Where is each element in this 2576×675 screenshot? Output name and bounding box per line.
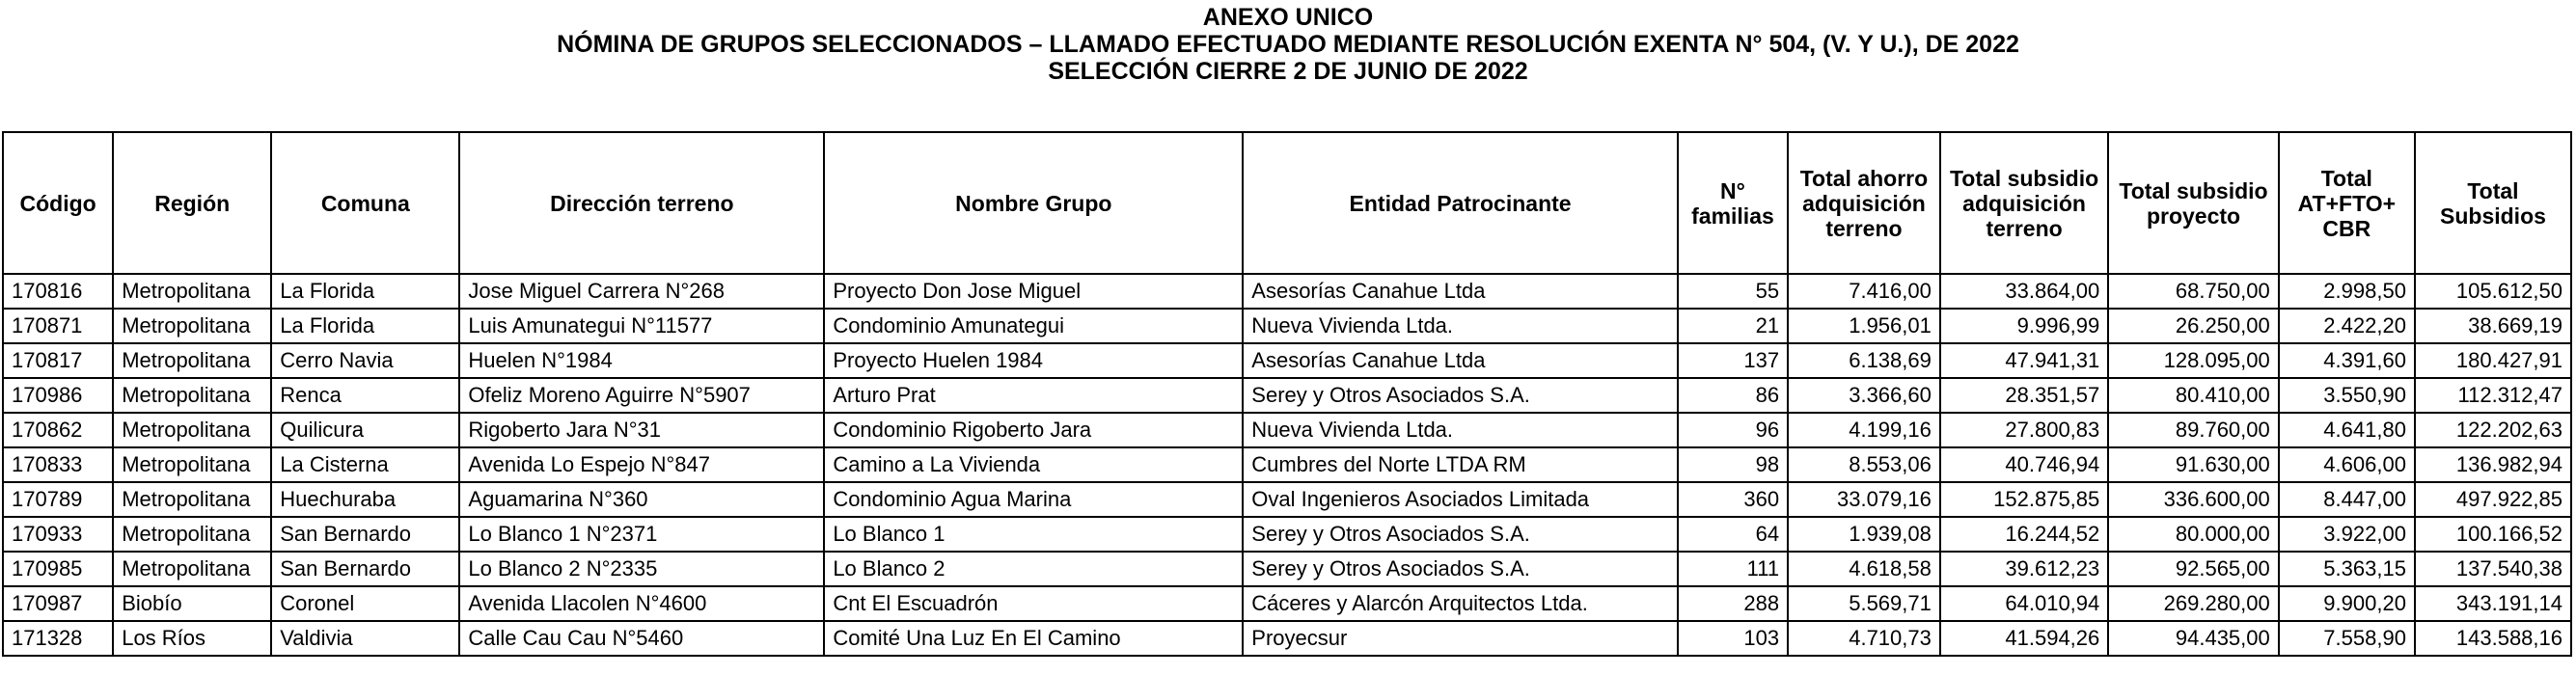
cell-total-subsidios: 343.191,14 bbox=[2415, 586, 2571, 621]
cell-subsidio-proyecto: 80.000,00 bbox=[2108, 517, 2278, 552]
table-row bbox=[3, 586, 2571, 621]
cell-at-fto-cbr: 3.550,90 bbox=[2279, 378, 2415, 413]
cell-ahorro: 4.618,58 bbox=[1788, 552, 1940, 586]
cell-total-subsidios: 137.540,38 bbox=[2415, 552, 2571, 586]
cell-nombre-grupo: Proyecto Don Jose Miguel bbox=[824, 274, 1243, 309]
cell-subsidio-proyecto: 68.750,00 bbox=[2108, 274, 2278, 309]
selection-title: SELECCIÓN CIERRE 2 DE JUNIO DE 2022 bbox=[1048, 58, 1528, 85]
cell-familias: 98 bbox=[1678, 447, 1788, 482]
cell-comuna: La Florida bbox=[271, 274, 459, 309]
cell-region: Metropolitana bbox=[113, 378, 271, 413]
cell-ahorro: 5.569,71 bbox=[1788, 586, 1940, 621]
cell-entidad: Asesorías Canahue Ltda bbox=[1243, 343, 1678, 378]
cell-subsidio-terreno: 27.800,83 bbox=[1940, 413, 2108, 447]
cell-region: Metropolitana bbox=[113, 482, 271, 517]
column-header-ahorro: Total ahorro adquisición terreno bbox=[1788, 132, 1940, 274]
cell-comuna: San Bernardo bbox=[271, 517, 459, 552]
cell-subsidio-proyecto: 80.410,00 bbox=[2108, 378, 2278, 413]
cell-region: Metropolitana bbox=[113, 343, 271, 378]
cell-direccion: Avenida Llacolen N°4600 bbox=[459, 586, 824, 621]
table-row bbox=[3, 309, 2571, 343]
cell-nombre-grupo: Cnt El Escuadrón bbox=[824, 586, 1243, 621]
annex-title: ANEXO UNICO bbox=[1202, 4, 1374, 31]
cell-nombre-grupo: Condominio Amunategui bbox=[824, 309, 1243, 343]
cell-direccion: Aguamarina N°360 bbox=[459, 482, 824, 517]
cell-region: Metropolitana bbox=[113, 274, 271, 309]
cell-entidad: Nueva Vivienda Ltda. bbox=[1243, 413, 1678, 447]
cell-at-fto-cbr: 4.606,00 bbox=[2279, 447, 2415, 482]
column-header-entidad: Entidad Patrocinante bbox=[1243, 132, 1678, 274]
cell-comuna: San Bernardo bbox=[271, 552, 459, 586]
cell-direccion: Rigoberto Jara N°31 bbox=[459, 413, 824, 447]
cell-at-fto-cbr: 4.391,60 bbox=[2279, 343, 2415, 378]
cell-ahorro: 4.199,16 bbox=[1788, 413, 1940, 447]
column-header-subsidio-terreno: Total subsidio adquisición terreno bbox=[1940, 132, 2108, 274]
cell-subsidio-proyecto: 269.280,00 bbox=[2108, 586, 2278, 621]
cell-subsidio-proyecto: 94.435,00 bbox=[2108, 621, 2278, 656]
cell-at-fto-cbr: 4.641,80 bbox=[2279, 413, 2415, 447]
cell-region: Biobío bbox=[113, 586, 271, 621]
cell-familias: 103 bbox=[1678, 621, 1788, 656]
column-header-total-subsidios: Total Subsidios bbox=[2415, 132, 2571, 274]
cell-entidad: Asesorías Canahue Ltda bbox=[1243, 274, 1678, 309]
cell-entidad: Serey y Otros Asociados S.A. bbox=[1243, 552, 1678, 586]
table-row bbox=[3, 343, 2571, 378]
cell-direccion: Luis Amunategui N°11577 bbox=[459, 309, 824, 343]
cell-at-fto-cbr: 2.422,20 bbox=[2279, 309, 2415, 343]
cell-subsidio-terreno: 152.875,85 bbox=[1940, 482, 2108, 517]
cell-familias: 111 bbox=[1678, 552, 1788, 586]
cell-familias: 86 bbox=[1678, 378, 1788, 413]
cell-entidad: Serey y Otros Asociados S.A. bbox=[1243, 378, 1678, 413]
cell-nombre-grupo: Camino a La Vivienda bbox=[824, 447, 1243, 482]
cell-direccion: Lo Blanco 2 N°2335 bbox=[459, 552, 824, 586]
cell-direccion: Lo Blanco 1 N°2371 bbox=[459, 517, 824, 552]
cell-ahorro: 1.956,01 bbox=[1788, 309, 1940, 343]
cell-direccion: Ofeliz Moreno Aguirre N°5907 bbox=[459, 378, 824, 413]
table-body bbox=[3, 274, 2571, 656]
cell-at-fto-cbr: 8.447,00 bbox=[2279, 482, 2415, 517]
cell-subsidio-terreno: 47.941,31 bbox=[1940, 343, 2108, 378]
cell-familias: 96 bbox=[1678, 413, 1788, 447]
cell-codigo: 170871 bbox=[3, 309, 113, 343]
cell-comuna: Quilicura bbox=[271, 413, 459, 447]
cell-direccion: Calle Cau Cau N°5460 bbox=[459, 621, 824, 656]
cell-entidad: Cumbres del Norte LTDA RM bbox=[1243, 447, 1678, 482]
column-header-region: Región bbox=[113, 132, 271, 274]
cell-at-fto-cbr: 7.558,90 bbox=[2279, 621, 2415, 656]
cell-subsidio-terreno: 39.612,23 bbox=[1940, 552, 2108, 586]
cell-subsidio-proyecto: 336.600,00 bbox=[2108, 482, 2278, 517]
table-row bbox=[3, 447, 2571, 482]
cell-familias: 64 bbox=[1678, 517, 1788, 552]
cell-total-subsidios: 143.588,16 bbox=[2415, 621, 2571, 656]
cell-total-subsidios: 112.312,47 bbox=[2415, 378, 2571, 413]
cell-total-subsidios: 105.612,50 bbox=[2415, 274, 2571, 309]
cell-codigo: 171328 bbox=[3, 621, 113, 656]
cell-direccion: Avenida Lo Espejo N°847 bbox=[459, 447, 824, 482]
cell-codigo: 170987 bbox=[3, 586, 113, 621]
cell-comuna: Huechuraba bbox=[271, 482, 459, 517]
cell-nombre-grupo: Condominio Agua Marina bbox=[824, 482, 1243, 517]
cell-ahorro: 33.079,16 bbox=[1788, 482, 1940, 517]
cell-direccion: Huelen N°1984 bbox=[459, 343, 824, 378]
cell-total-subsidios: 38.669,19 bbox=[2415, 309, 2571, 343]
cell-entidad: Proyecsur bbox=[1243, 621, 1678, 656]
cell-comuna: Valdivia bbox=[271, 621, 459, 656]
cell-total-subsidios: 136.982,94 bbox=[2415, 447, 2571, 482]
cell-subsidio-terreno: 40.746,94 bbox=[1940, 447, 2108, 482]
cell-region: Metropolitana bbox=[113, 517, 271, 552]
cell-codigo: 170985 bbox=[3, 552, 113, 586]
cell-subsidio-proyecto: 92.565,00 bbox=[2108, 552, 2278, 586]
cell-codigo: 170862 bbox=[3, 413, 113, 447]
cell-subsidio-proyecto: 26.250,00 bbox=[2108, 309, 2278, 343]
cell-at-fto-cbr: 9.900,20 bbox=[2279, 586, 2415, 621]
cell-comuna: Renca bbox=[271, 378, 459, 413]
cell-ahorro: 1.939,08 bbox=[1788, 517, 1940, 552]
cell-codigo: 170816 bbox=[3, 274, 113, 309]
cell-codigo: 170986 bbox=[3, 378, 113, 413]
cell-total-subsidios: 100.166,52 bbox=[2415, 517, 2571, 552]
cell-comuna: La Florida bbox=[271, 309, 459, 343]
column-header-comuna: Comuna bbox=[271, 132, 459, 274]
cell-subsidio-terreno: 9.996,99 bbox=[1940, 309, 2108, 343]
cell-ahorro: 8.553,06 bbox=[1788, 447, 1940, 482]
cell-codigo: 170789 bbox=[3, 482, 113, 517]
cell-familias: 137 bbox=[1678, 343, 1788, 378]
table-row bbox=[3, 274, 2571, 309]
cell-codigo: 170933 bbox=[3, 517, 113, 552]
cell-total-subsidios: 497.922,85 bbox=[2415, 482, 2571, 517]
table-row bbox=[3, 378, 2571, 413]
cell-total-subsidios: 180.427,91 bbox=[2415, 343, 2571, 378]
column-header-direccion: Dirección terreno bbox=[459, 132, 824, 274]
cell-ahorro: 6.138,69 bbox=[1788, 343, 1940, 378]
document-title-block bbox=[0, 4, 2576, 85]
cell-total-subsidios: 122.202,63 bbox=[2415, 413, 2571, 447]
cell-at-fto-cbr: 3.922,00 bbox=[2279, 517, 2415, 552]
cell-nombre-grupo: Comité Una Luz En El Camino bbox=[824, 621, 1243, 656]
cell-region: Metropolitana bbox=[113, 447, 271, 482]
table-header-row bbox=[3, 132, 2571, 274]
cell-subsidio-terreno: 41.594,26 bbox=[1940, 621, 2108, 656]
cell-subsidio-proyecto: 89.760,00 bbox=[2108, 413, 2278, 447]
cell-region: Los Ríos bbox=[113, 621, 271, 656]
cell-comuna: Cerro Navia bbox=[271, 343, 459, 378]
cell-nombre-grupo: Arturo Prat bbox=[824, 378, 1243, 413]
cell-nombre-grupo: Condominio Rigoberto Jara bbox=[824, 413, 1243, 447]
cell-region: Metropolitana bbox=[113, 309, 271, 343]
table-row bbox=[3, 413, 2571, 447]
cell-entidad: Serey y Otros Asociados S.A. bbox=[1243, 517, 1678, 552]
cell-at-fto-cbr: 5.363,15 bbox=[2279, 552, 2415, 586]
column-header-familias: N° familias bbox=[1678, 132, 1788, 274]
cell-familias: 21 bbox=[1678, 309, 1788, 343]
cell-entidad: Nueva Vivienda Ltda. bbox=[1243, 309, 1678, 343]
table-row bbox=[3, 517, 2571, 552]
column-header-nombre-grupo: Nombre Grupo bbox=[824, 132, 1243, 274]
table-row bbox=[3, 482, 2571, 517]
cell-subsidio-terreno: 33.864,00 bbox=[1940, 274, 2108, 309]
table-row bbox=[3, 621, 2571, 656]
cell-familias: 288 bbox=[1678, 586, 1788, 621]
cell-ahorro: 7.416,00 bbox=[1788, 274, 1940, 309]
cell-at-fto-cbr: 2.998,50 bbox=[2279, 274, 2415, 309]
cell-subsidio-proyecto: 128.095,00 bbox=[2108, 343, 2278, 378]
cell-subsidio-terreno: 16.244,52 bbox=[1940, 517, 2108, 552]
cell-nombre-grupo: Lo Blanco 2 bbox=[824, 552, 1243, 586]
cell-subsidio-terreno: 28.351,57 bbox=[1940, 378, 2108, 413]
cell-nombre-grupo: Lo Blanco 1 bbox=[824, 517, 1243, 552]
cell-codigo: 170817 bbox=[3, 343, 113, 378]
cell-ahorro: 3.366,60 bbox=[1788, 378, 1940, 413]
cell-subsidio-proyecto: 91.630,00 bbox=[2108, 447, 2278, 482]
cell-nombre-grupo: Proyecto Huelen 1984 bbox=[824, 343, 1243, 378]
cell-subsidio-terreno: 64.010,94 bbox=[1940, 586, 2108, 621]
cell-familias: 360 bbox=[1678, 482, 1788, 517]
cell-region: Metropolitana bbox=[113, 413, 271, 447]
column-header-at-fto-cbr: Total AT+FTO+ CBR bbox=[2279, 132, 2415, 274]
column-header-codigo: Código bbox=[3, 132, 113, 274]
cell-comuna: La Cisterna bbox=[271, 447, 459, 482]
column-header-subsidio-proyecto: Total subsidio proyecto bbox=[2108, 132, 2278, 274]
cell-region: Metropolitana bbox=[113, 552, 271, 586]
cell-familias: 55 bbox=[1678, 274, 1788, 309]
cell-direccion: Jose Miguel Carrera N°268 bbox=[459, 274, 824, 309]
cell-codigo: 170833 bbox=[3, 447, 113, 482]
cell-ahorro: 4.710,73 bbox=[1788, 621, 1940, 656]
selected-groups-table bbox=[2, 131, 2572, 657]
table-row bbox=[3, 552, 2571, 586]
cell-entidad: Oval Ingenieros Asociados Limitada bbox=[1243, 482, 1678, 517]
cell-comuna: Coronel bbox=[271, 586, 459, 621]
cell-entidad: Cáceres y Alarcón Arquitectos Ltda. bbox=[1243, 586, 1678, 621]
list-title: NÓMINA DE GRUPOS SELECCIONADOS – LLAMADO EFECTUADO MEDIANTE RESOLUCIÓN EXENTA N° 504, (V. Y U.), DE 2022 bbox=[557, 31, 2019, 58]
